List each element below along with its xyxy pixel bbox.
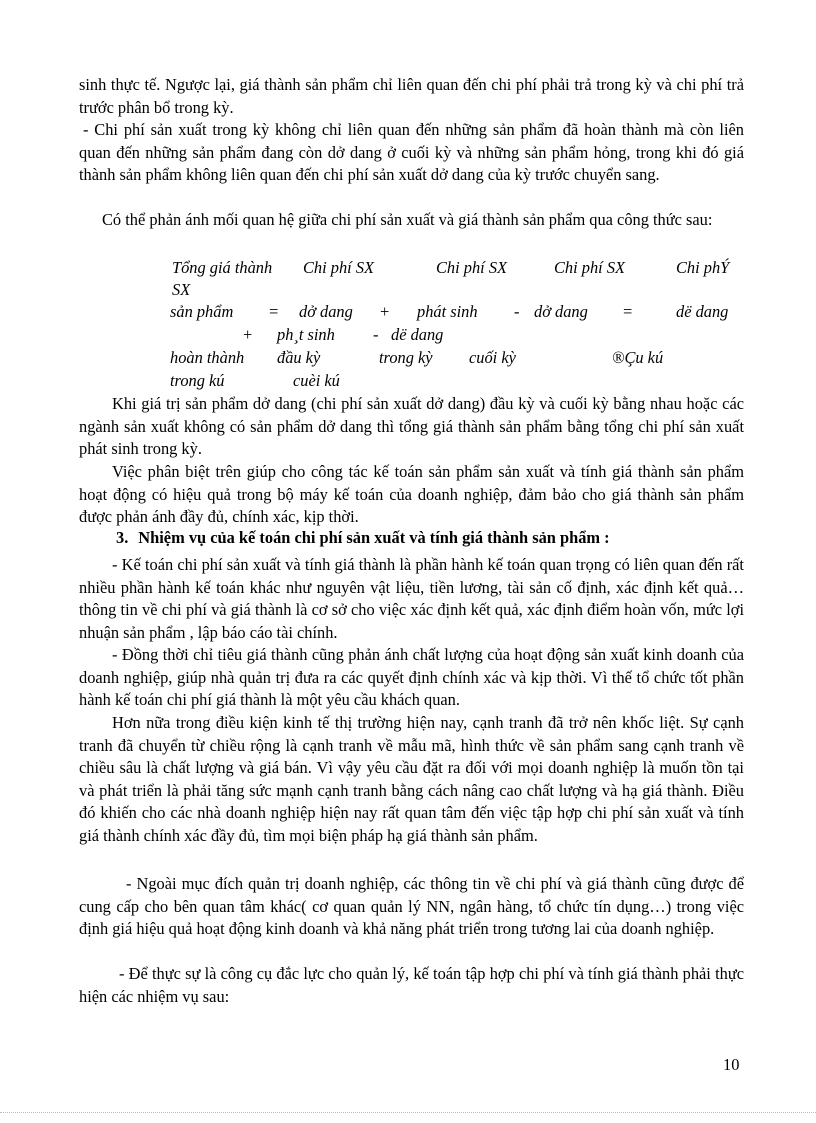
formula-text: + — [379, 302, 391, 321]
formula-text: cuối kỳ — [469, 348, 516, 367]
paragraph-intro-continuation: sinh thực tế. Ngược lại, giá thành sản phẩm chỉ liên quan đến chi phí phải trả trong kỳ và chi phí trả trước phân bổ trong kỳ. — [79, 75, 744, 117]
formula-text: đầu kỳ — [277, 348, 321, 367]
paragraph-formula-intro: Có thể phản ánh mối quan hệ giữa chi phí sản xuất và giá thành sản phẩm qua công thức sau: — [102, 210, 713, 229]
formula-text: - — [514, 302, 520, 321]
paragraph-bullet-information: - Ngoài mục đích quản trị doanh nghiệp, các thông tin về chi phí và giá thành cũng được để cung cấp cho bên quan tâm khác( cơ quan quản lý NN, ngân hàng, tổ chức tín dụng…) trong việc định giá hiệu quả hoạt động kinh doanh và khả năng phát triển trong tương lai của doanh nghiệp. — [79, 874, 744, 939]
formula-text: ph¸t sinh — [277, 325, 335, 344]
paragraph-equal-wip: Khi giá trị sản phẩm dở dang (chi phí sản xuất dở dang) đầu kỳ và cuối kỳ bằng nhau hoặc các ngành sản xuất không có sản phẩm dở dang thì tổng giá thành sản phẩm bằng tổng chi phí sản xuất phát sinh trong kỳ. — [79, 394, 744, 459]
page-bottom-divider — [0, 1112, 816, 1113]
formula-text: cuèi kú — [293, 371, 340, 390]
formula-text: hoàn thành — [170, 348, 245, 367]
formula-text: Chi phí SX — [436, 258, 508, 277]
formula-text: dở dang — [534, 302, 588, 321]
formula-text: Chi phí SX — [303, 258, 375, 277]
formula-text: Tổng giá thành — [172, 258, 273, 277]
paragraph-competition: Hơn nữa trong điều kiện kinh tế thị trường hiện nay, cạnh tranh đã trở nên khốc liệt. Sự cạnh tranh đã chuyển từ chiều rộng là cạnh tranh về mẫu mã, hình thức về sản phẩm sang cạnh tranh về chiều sâu là chất lượng và giá bán. Vì vậy yêu cầu đặt ra đối với mọi doanh nghiệp là muốn tồn tại và phát triển là phải tăng sức mạnh cạnh tranh bằng cách nâng cao chất lượng và hạ giá thành. Điều đó khiến cho các nhà doanh nghiệp hiện nay rất quan tâm đến việc tập hợp chi phí sản xuất và tính giá thành chính xác đầy đủ, tìm mọi biện pháp hạ giá thành sản phẩm. — [79, 713, 744, 845]
formula-text: dở dang — [299, 302, 353, 321]
paragraph-bullet-quality: - Đồng thời chỉ tiêu giá thành cũng phản ánh chất lượng của hoạt động sản xuất kinh doanh của doanh nghiệp, giúp nhà quản trị đưa ra các quyết định chính xác và kịp thời. Vì thế tổ chức tốt phần hành kế toán chi phí giá thành là một yêu cầu khách quan. — [79, 645, 744, 710]
formula-text: = — [268, 302, 280, 321]
section-number: 3. — [116, 528, 129, 547]
formula-text: Chi phÝ — [676, 258, 730, 277]
formula-text: dë dang — [676, 302, 729, 321]
section-title: Nhiệm vụ của kế toán chi phí sản xuất và tính giá thành sản phẩm : — [138, 528, 610, 547]
formula-text: + — [242, 325, 254, 344]
formula-text: = — [622, 302, 634, 321]
formula-text: - — [373, 325, 379, 344]
page-number: 10 — [723, 1055, 740, 1074]
section-heading — [116, 528, 610, 548]
paragraph-bullet-cost-vs-price: - Chi phí sản xuất trong kỳ không chỉ liên quan đến những sản phẩm đã hoàn thành mà còn liên quan đến những sản phẩm đang còn dở dang ở cuối kỳ và những sản phẩm hỏng, trong khi đó giá thành sản phẩm không liên quan đến chi phí sản xuất dở dang của kỳ trước chuyển sang. — [79, 120, 744, 185]
formula-text: sản phẩm — [170, 302, 234, 321]
formula-text: phát sinh — [417, 302, 478, 321]
formula-text: Chi phí SX — [554, 258, 626, 277]
formula-text: trong kú — [170, 371, 225, 390]
paragraph-bullet-tasks: - Để thực sự là công cụ đắc lực cho quản lý, kế toán tập hợp chi phí và tính giá thành phải thực hiện các nhiệm vụ sau: — [79, 964, 744, 1006]
paragraph-distinction-purpose: Việc phân biệt trên giúp cho công tác kế toán sản phẩm sản xuất và tính giá thành sản phẩm hoạt động có hiệu quả trong bộ máy kế toán của doanh nghiệp, đảm bảo cho giá thành sản phẩm được phản ánh đầy đủ, chính xác, kịp thời. — [79, 462, 744, 527]
formula-text: SX — [172, 280, 191, 299]
formula-text: trong kỳ — [379, 348, 433, 367]
formula-text: ®Çu kú — [612, 348, 664, 367]
formula-text: dë dang — [391, 325, 444, 344]
paragraph-bullet-accounting-role: - Kế toán chi phí sản xuất và tính giá thành là phần hành kế toán quan trọng có liên quan đến rất nhiều phần hành kế toán khác như nguyên vật liệu, tiền lương, tài sản cố định, xác định kết quả… thông tin về chi phí và giá thành là cơ sở cho việc xác định kết quả, xác định điểm hoàn vốn, mức lợi nhuận sản phẩm , lập báo cáo tài chính. — [79, 555, 744, 642]
